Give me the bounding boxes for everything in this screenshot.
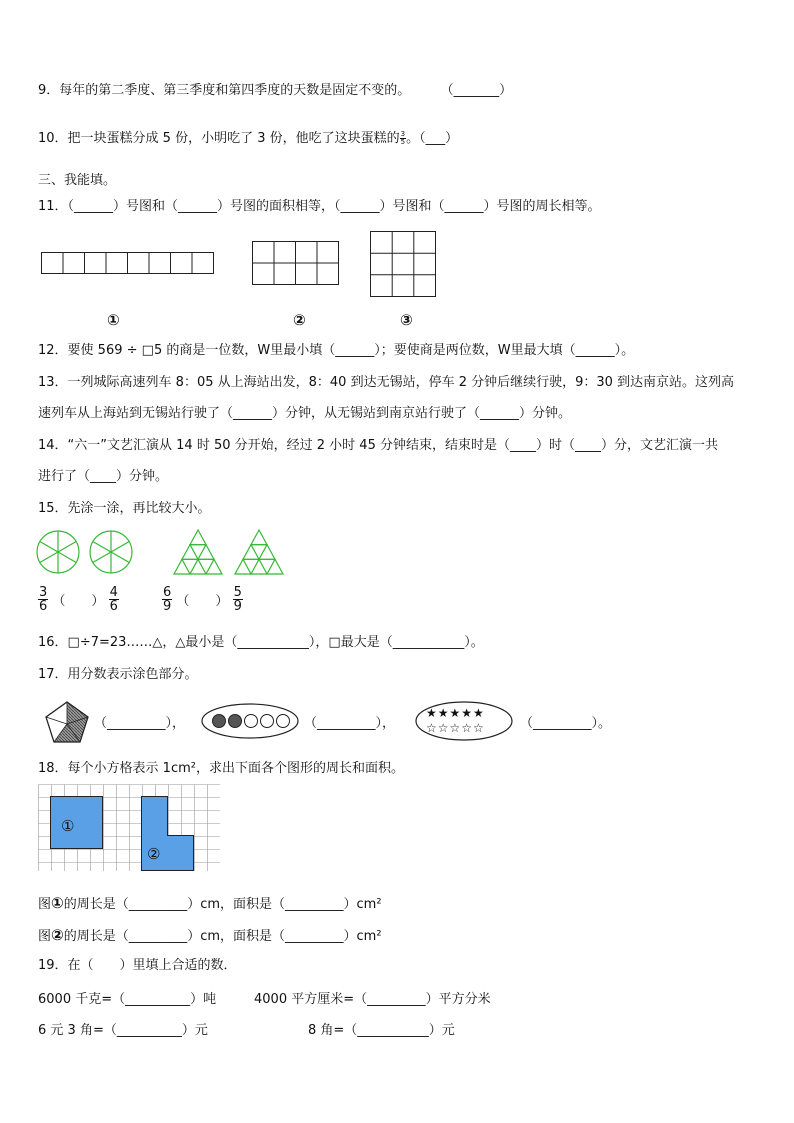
q17-blank-2[interactable]: （_________）， <box>304 716 396 731</box>
q10-frac-den: 5 <box>400 138 406 146</box>
q11-figure-1 <box>42 253 214 274</box>
q18-line2-num: ② <box>51 926 64 944</box>
q18-line1-num: ① <box>51 894 64 912</box>
q15-frac-num: 5 <box>233 585 242 600</box>
q15-compare-blank-2[interactable]: （ ） <box>176 594 229 609</box>
q10-text-a: 10．把一块蛋糕分成 5 份，小明吃了 3 份，他吃了这块蛋糕的 <box>38 131 400 146</box>
q15-frac-den: 6 <box>109 599 118 614</box>
q15-frac-4-6 <box>109 586 119 613</box>
q17-blank-1[interactable]: （_________）， <box>94 716 186 731</box>
q17-pentagon <box>44 700 90 744</box>
q11-label-2: ② <box>293 311 306 329</box>
q12-line <box>38 342 634 360</box>
q15-text: 15．先涂一涂，再比较大小。 <box>38 501 211 516</box>
q11-figure-3 <box>371 232 436 297</box>
q17-blank-3[interactable]: （_________）。 <box>520 716 612 731</box>
q18-line2-prefix: 图 <box>38 929 52 944</box>
q15-triangle-1 <box>174 530 222 574</box>
q17-stars-filled: ★★★★★ <box>426 706 485 720</box>
q9-answer-blank[interactable]: （_______） <box>440 83 513 98</box>
q9-line <box>38 82 512 100</box>
q11-figure-2 <box>253 242 339 285</box>
q19-item-1[interactable]: 6000 千克=（__________）吨 <box>38 992 217 1007</box>
q9-text: 9．每年的第二季度、第三季度和第四季度的天数是固定不变的。 <box>38 83 411 98</box>
q13-line-1: 13．一列城际高速列车 8：05 从上海站出发，8：40 到达无锡站，停车 2 分钟后继续行驶，9：30 到达南京站。这列高 <box>38 375 735 390</box>
q10-frac-num: 3 <box>400 130 406 138</box>
q14-line-1[interactable]: 14．“六一”文艺汇演从 14 时 50 分开始，经过 2 小时 45 分钟结束，结束时是（____）时（____）分，文艺汇演一共 <box>38 438 718 453</box>
q15-shapes <box>36 528 296 578</box>
q15-compare-2 <box>162 586 243 613</box>
q15-frac-num: 4 <box>109 585 118 600</box>
q12-text-b[interactable]: 5 的商是一位数，W里最小填（______）；要使商是两位数，W里最大填（______）。 <box>153 343 635 358</box>
q15-compare-blank-1[interactable]: （ ） <box>52 594 105 609</box>
q18-line1-blanks[interactable]: 的周长是（_________）cm，面积是（_________）cm² <box>63 897 382 912</box>
q12-text-a: 12．要使 569 ÷ <box>38 343 142 358</box>
q12-digit-box: □ <box>141 343 154 358</box>
q11-label-1: ① <box>107 311 120 329</box>
q18-answer-line-1 <box>38 894 382 914</box>
q19-text: 19．在（ ）里填上合适的数． <box>38 958 237 973</box>
q18-fig1-label: ① <box>61 817 75 835</box>
q17-circles-oval <box>200 702 300 740</box>
q17-text: 17．用分数表示涂色部分。 <box>38 667 198 682</box>
q16-text[interactable]: 16．□÷7=23……△，△最小是（___________），□最大是（___________）。 <box>38 635 484 650</box>
q15-circle-2 <box>90 531 132 573</box>
q15-frac-den: 6 <box>39 599 48 614</box>
q15-frac-den: 9 <box>233 599 242 614</box>
q11-text[interactable]: 11．（______）号图和（______）号图的面积相等，（______）号图和（______）号图的周长相等。 <box>38 199 601 214</box>
q15-frac-num: 6 <box>163 585 172 600</box>
q15-triangle-2 <box>235 530 283 574</box>
q18-line2-blanks[interactable]: 的周长是（_________）cm，面积是（_________）cm² <box>63 929 382 944</box>
q18-line1-prefix: 图 <box>38 897 52 912</box>
q13-line-2[interactable]: 速列车从上海站到无锡站行驶了（______）分钟，从无锡站到南京站行驶了（______）分钟。 <box>38 406 572 421</box>
q19-item-3[interactable]: 6 元 3 角=（__________）元 <box>38 1023 208 1038</box>
q19-item-2[interactable]: 4000 平方厘米=（_________）平方分米 <box>254 992 491 1007</box>
q14-line-2[interactable]: 进行了（____）分钟。 <box>38 469 169 484</box>
section-3-heading: 三、我能填。 <box>38 173 117 188</box>
q18-text: 18．每个小方格表示 1cm²，求出下面各个图形的周长和面积。 <box>38 761 404 776</box>
q15-frac-num: 3 <box>39 585 48 600</box>
q18-fig2-label: ② <box>147 845 161 863</box>
q18-answer-line-2 <box>38 926 382 946</box>
q11-label-3: ③ <box>400 311 413 329</box>
q15-circle-1 <box>37 531 79 573</box>
q15-frac-3-6 <box>38 586 48 613</box>
q15-compare-1 <box>38 586 119 613</box>
q17-stars-empty: ☆☆☆☆☆ <box>426 721 485 735</box>
q15-frac-den: 9 <box>163 599 172 614</box>
q10-answer-blank[interactable]: 。（___） <box>406 131 459 146</box>
q19-item-4[interactable]: 8 角=（___________）元 <box>308 1023 455 1038</box>
q15-frac-6-9 <box>162 586 172 613</box>
q10-line <box>38 130 458 148</box>
q15-frac-5-9 <box>233 586 243 613</box>
q11-figures <box>38 228 458 308</box>
